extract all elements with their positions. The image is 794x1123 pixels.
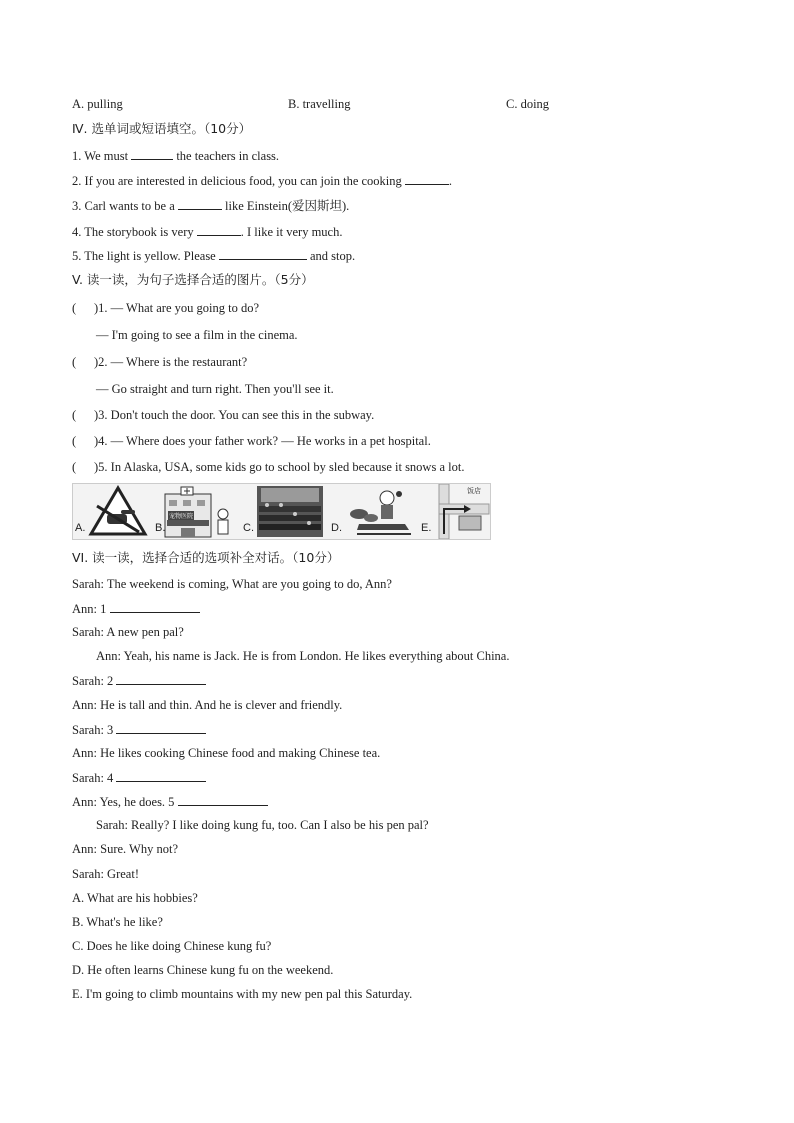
q2-before: 2. If you are interested in delicious food, you can join the cooking [72,174,402,188]
dialogue-text: Sarah: 4 [72,771,114,785]
picture-a [73,484,153,539]
q5-before: 5. The light is yellow. Please [72,249,216,263]
dialogue-line-11: Sarah: Really? I like doing kung fu, too. Can I also be his pen pal? [96,818,429,832]
hospital-sign: 宠物医院 [169,513,194,520]
picture-b [155,484,239,539]
dialogue-text: Ann: 1 [72,602,107,616]
restaurant-sign: 饭店 [467,487,481,495]
section5-item-2 [72,354,247,370]
dialogue-line-2 [72,600,200,617]
q3-blank[interactable] [178,197,222,210]
picture-d-label: D. [331,522,342,534]
cinema-icon [243,484,327,539]
picture-d [329,484,415,539]
section4-q5 [72,247,355,264]
answer-paren[interactable]: ( [72,301,77,315]
picture-strip [72,483,491,540]
section4-q2 [72,172,452,189]
dialogue-line-1: Sarah: The weekend is coming, What are you going to do, Ann? [72,577,392,591]
dialogue-line-7 [72,721,206,738]
picture-a-label: A. [75,522,86,534]
dialogue-blank-3[interactable] [116,721,206,734]
picture-b-label: B. [155,522,166,534]
dialogue-line-8: Ann: He likes cooking Chinese food and making Chinese tea. [72,746,381,760]
prev-option-a: A. pulling [72,97,123,111]
picture-c-label: C. [243,522,254,534]
q2-after: . [448,174,453,188]
section5-item-3 [72,407,374,423]
prev-option-c: C. doing [506,97,550,111]
dialogue-option-d: D. He often learns Chinese kung fu on the weekend. [72,963,334,977]
picture-e-label: E. [421,522,432,534]
dialogue-blank-1[interactable] [110,600,200,613]
dialogue-line-5 [72,672,206,689]
dialogue-line-6: Ann: He is tall and thin. And he is clever and friendly. [72,698,343,712]
dialogue-line-3: Sarah: A new pen pal? [72,625,184,639]
q5-after: and stop. [309,249,356,263]
section4-heading: Ⅳ. 选单词或短语填空。（10分） [72,121,252,136]
section5-item-5 [72,459,464,475]
q3-before: 3. Carl wants to be a [72,199,175,213]
answer-paren[interactable]: ( [72,408,77,422]
item-question: )3. Don't touch the door. You can see this in the subway. [94,408,375,422]
section4-q1 [72,147,279,164]
q4-before: 4. The storybook is very [72,225,194,239]
dialogue-text: Sarah: 2 [72,674,114,688]
q1-after: the teachers in class. [176,149,280,163]
dialogue-option-c: C. Does he like doing Chinese kung fu? [72,939,272,953]
section5-item-4 [72,433,431,449]
dialogue-line-9 [72,769,206,786]
dialogue-line-4: Ann: Yeah, his name is Jack. He is from London. He likes everything about China. [96,649,510,663]
section6-heading: VI. 读一读，选择合适的选项补全对话。（10分） [72,550,340,565]
dialogue-text: Ann: Yes, he does. 5 [72,795,175,809]
q4-blank[interactable] [197,223,241,236]
dialogue-option-a: A. What are his hobbies? [72,891,198,905]
answer-paren[interactable]: ( [72,355,77,369]
item-question: )2. — Where is the restaurant? [94,355,248,369]
dialogue-option-e: E. I'm going to climb mountains with my new pen pal this Saturday. [72,987,413,1001]
dialogue-blank-5[interactable] [178,793,268,806]
section5-heading: V. 读一读，为句子选择合适的图片。（5分） [72,272,314,287]
dialogue-text: Sarah: 3 [72,723,114,737]
q2-blank[interactable] [405,172,449,185]
answer-paren[interactable]: ( [72,434,77,448]
q1-blank[interactable] [131,147,173,160]
section5-item-1-answer: — I'm going to see a film in the cinema. [96,328,298,342]
q1-before: 1. We must [72,149,129,163]
q5-blank[interactable] [219,247,307,260]
picture-c [243,484,327,539]
dialogue-line-10 [72,793,268,810]
q4-after: . I like it very much. [240,225,343,239]
section5-item-1 [72,300,259,316]
dialogue-line-13: Sarah: Great! [72,867,139,881]
picture-e [419,484,491,539]
q3-after: like Einstein(爱因斯坦). [225,199,350,213]
item-question: )5. In Alaska, USA, some kids go to school by sled because it snows a lot. [94,460,465,474]
item-question: )4. — Where does your father work? — He works in a pet hospital. [94,434,431,448]
item-question: )1. — What are you going to do? [94,301,260,315]
section5-item-2-answer: — Go straight and turn right. Then you'll see it. [96,382,334,396]
dialogue-option-b: B. What's he like? [72,915,163,929]
section4-q4 [72,223,342,240]
answer-paren[interactable]: ( [72,460,77,474]
dialogue-blank-2[interactable] [116,672,206,685]
prev-option-b: B. travelling [288,97,351,111]
dialogue-blank-4[interactable] [116,769,206,782]
section4-q3 [72,197,349,214]
dialogue-line-12: Ann: Sure. Why not? [72,842,179,856]
